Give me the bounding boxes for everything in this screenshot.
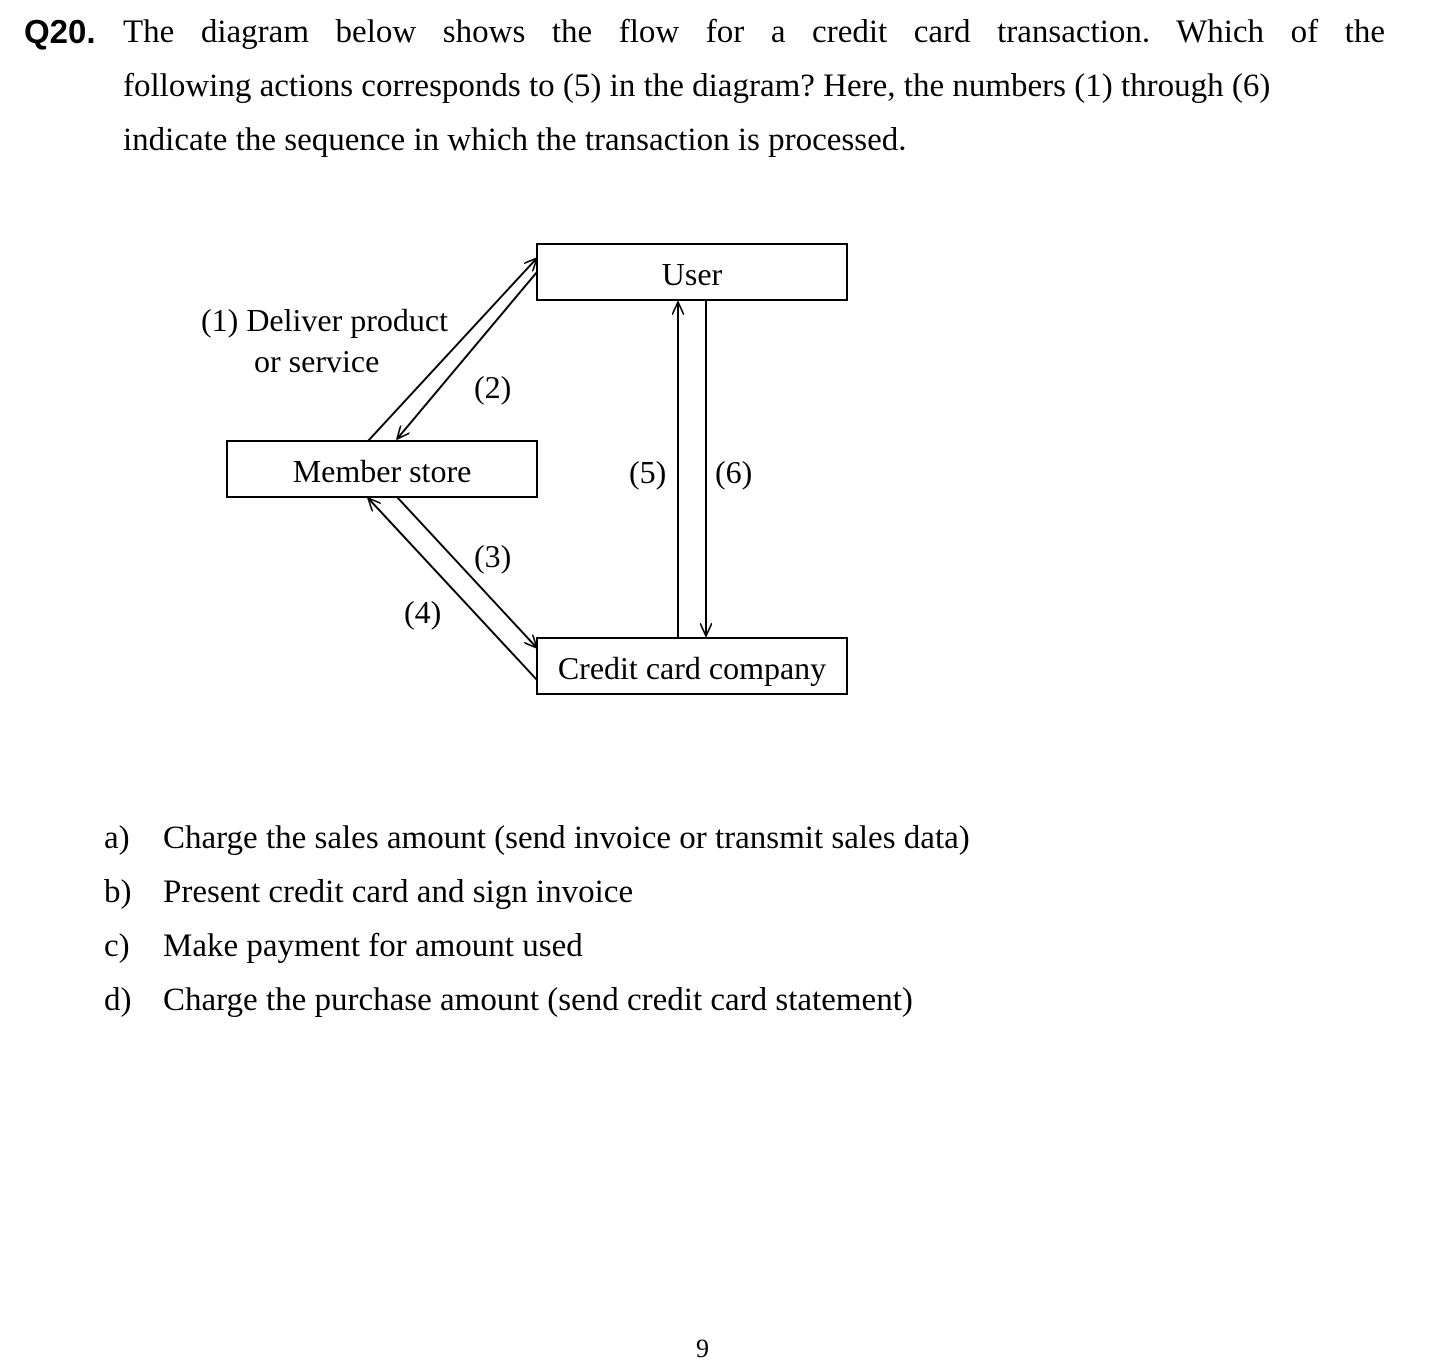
member-store-label: Member store (292, 453, 472, 489)
question-number: Q20. (24, 13, 96, 50)
answer-option-d (104, 980, 913, 1020)
flow-label-3: (3) (474, 538, 512, 574)
flow-label-6: (6) (715, 454, 753, 490)
flow-label-4: (4) (404, 594, 442, 630)
question-text-line-1: The diagram below shows the flow for a credit card transaction. Which of the (123, 14, 1385, 50)
page-number: 9 (696, 1334, 709, 1363)
flow-label-2: (2) (474, 369, 512, 405)
option-letter: c) (104, 928, 130, 964)
arrow-4-company-to-store (368, 498, 537, 680)
answer-option-b (104, 872, 633, 912)
arrow-1-store-to-user (368, 258, 537, 441)
option-text: Make payment for amount used (163, 928, 583, 964)
flow-label-1-line1: (1) Deliver product (201, 302, 449, 338)
flow-label-5: (5) (629, 454, 667, 490)
question-text-line-2: following actions corresponds to (5) in the diagram? Here, the numbers (1) through (6) (123, 68, 1271, 104)
user-label: User (661, 256, 723, 292)
answer-option-a (104, 818, 970, 858)
arrow-2-user-to-store (397, 272, 537, 439)
option-text: Charge the purchase amount (send credit card statement) (163, 982, 913, 1018)
flow-label-1-line2: or service (254, 343, 380, 379)
credit-card-company-label: Credit card company (557, 650, 827, 686)
option-text: Charge the sales amount (send invoice or transmit sales data) (163, 820, 970, 856)
option-text: Present credit card and sign invoice (163, 874, 634, 910)
answer-option-c (104, 926, 583, 966)
option-letter: a) (104, 820, 130, 856)
option-letter: d) (104, 982, 132, 1018)
question-text-line-3: indicate the sequence in which the transaction is processed. (123, 122, 907, 158)
option-letter: b) (104, 874, 132, 910)
